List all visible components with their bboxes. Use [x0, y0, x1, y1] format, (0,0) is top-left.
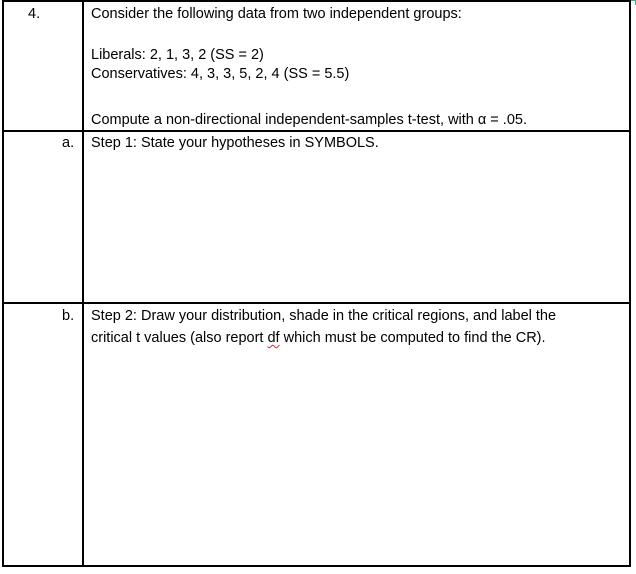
conservatives-data: Conservatives: 4, 3, 3, 5, 2, 4 (SS = 5.5): [91, 66, 350, 82]
row-divider-b: [2, 302, 631, 304]
step-b-answer-area[interactable]: [84, 352, 628, 562]
row-divider-a: [2, 130, 631, 132]
step-a-label: a.: [62, 135, 75, 151]
question-intro: Consider the following data from two independent groups:: [91, 6, 462, 22]
step-b-line2-end: which must be computed to find the CR).: [279, 330, 546, 346]
step-b-line2: [91, 329, 546, 347]
question-number: 4.: [28, 6, 41, 22]
bottom-border: [2, 565, 631, 567]
step-a-text: Step 1: State your hypotheses in SYMBOLS.: [91, 135, 379, 151]
right-border: [629, 0, 631, 566]
step-a-answer-area[interactable]: [84, 156, 628, 300]
question-instruction: Compute a non-directional independent-samples t-test, with α = .05.: [91, 112, 527, 128]
step-b-label: b.: [62, 308, 75, 324]
liberals-data: Liberals: 2, 1, 3, 2 (SS = 2): [91, 47, 264, 63]
top-border: [2, 0, 631, 2]
df-term: df: [267, 330, 280, 346]
step-b-line2-start: critical t values (also report: [91, 330, 268, 346]
left-border: [2, 0, 4, 566]
step-b-line1: Step 2: Draw your distribution, shade in the critical regions, and label the: [91, 308, 557, 324]
corner-marker: [631, 0, 636, 5]
